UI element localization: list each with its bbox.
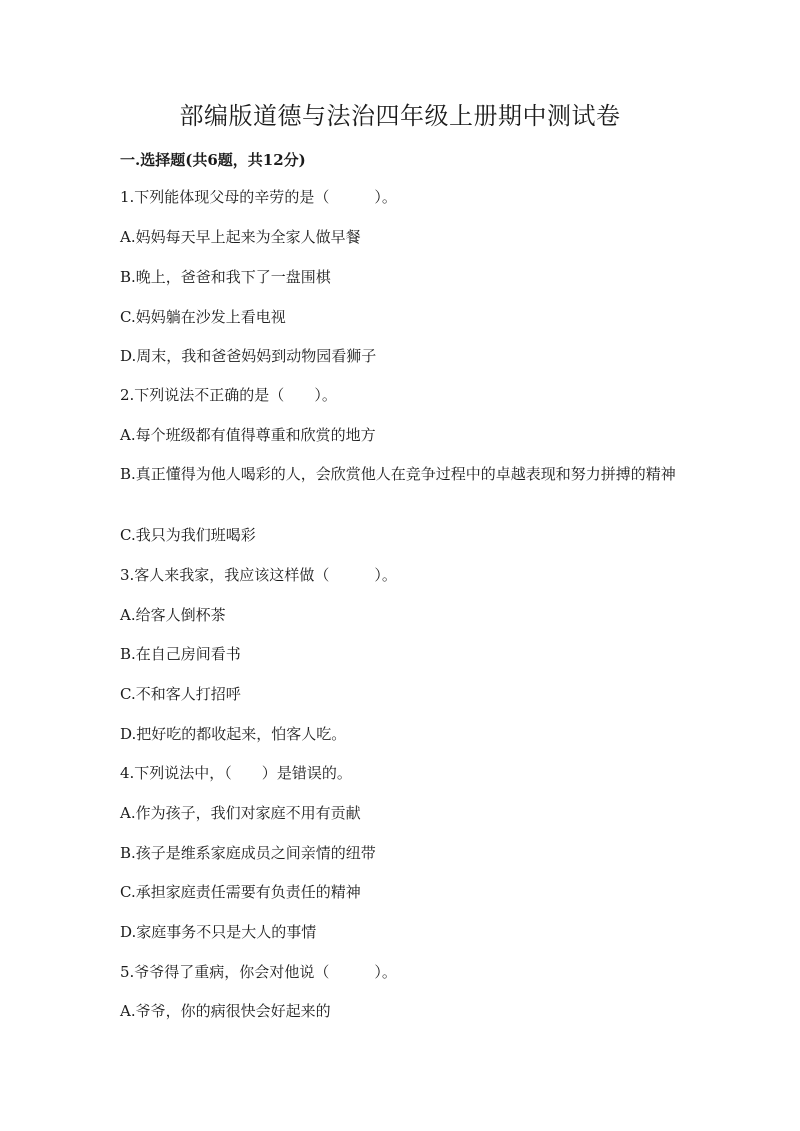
- question-stem: 5.爷爷得了重病，你会对他说（ ）。: [120, 963, 397, 981]
- answer-option: D.把好吃的都收起来，怕客人吃。: [120, 725, 347, 743]
- answer-option: B.在自己房间看书: [120, 645, 241, 663]
- answer-option: C.不和客人打招呼: [120, 685, 241, 703]
- answer-option: C.我只为我们班喝彩: [120, 526, 256, 544]
- exam-title: 部编版道德与法治四年级上册期中测试卷: [179, 102, 621, 130]
- answer-option: B.真正懂得为他人喝彩的人，会欣赏他人在竞争过程中的卓越表现和努力拼搏的精神: [120, 465, 676, 483]
- section-heading: 一.选择题(共6题，共12分): [120, 151, 306, 169]
- answer-option: B.晚上，爸爸和我下了一盘围棋: [120, 268, 331, 286]
- answer-option: A.每个班级都有值得尊重和欣赏的地方: [120, 426, 376, 444]
- answer-option: D.家庭事务不只是大人的事情: [120, 923, 317, 941]
- question-stem: 4.下列说法中，（ ）是错误的。: [120, 764, 352, 782]
- answer-option: C.承担家庭责任需要有负责任的精神: [120, 883, 361, 901]
- question-stem: 2.下列说法不正确的是（ ）。: [120, 386, 337, 404]
- question-stem: 3.客人来我家，我应该这样做（ ）。: [120, 566, 397, 584]
- answer-option: B.孩子是维系家庭成员之间亲情的纽带: [120, 844, 376, 862]
- answer-option: A.妈妈每天早上起来为全家人做早餐: [120, 228, 361, 246]
- question-stem: 1.下列能体现父母的辛劳的是（ ）。: [120, 188, 397, 206]
- answer-option: D.周末，我和爸爸妈妈到动物园看狮子: [120, 347, 377, 365]
- answer-option: A.作为孩子，我们对家庭不用有贡献: [120, 804, 361, 822]
- answer-option: C.妈妈躺在沙发上看电视: [120, 308, 286, 326]
- answer-option: A.爷爷，你的病很快会好起来的: [120, 1002, 331, 1020]
- answer-option: A.给客人倒杯茶: [120, 606, 226, 624]
